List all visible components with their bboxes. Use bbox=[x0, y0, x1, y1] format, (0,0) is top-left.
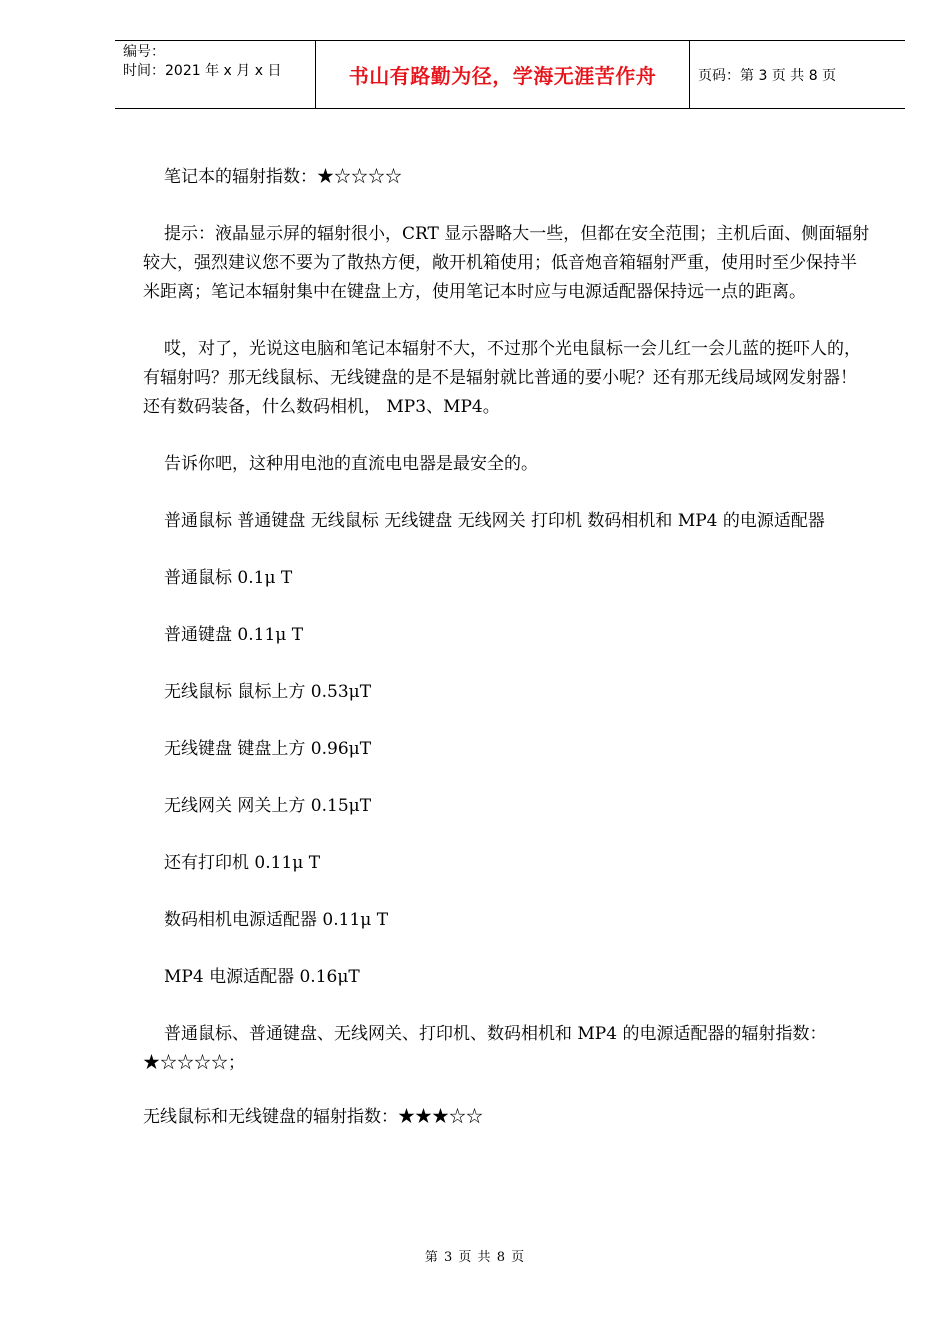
document-number: 编号： bbox=[123, 44, 165, 60]
header-meta bbox=[115, 41, 316, 108]
paragraph-laptop-rating: 笔记本的辐射指数：★☆☆☆☆ bbox=[164, 167, 402, 187]
paragraph-question: 哎，对了，光说这电脑和笔记本辐射不大，不过那个光电鼠标一会儿红一会儿蓝的挺吓人的，有辐射吗？那无线鼠标、无线键盘的是不是辐射就比普通的要小呢？还有那无线局域网发射器！还有数码装备，什么数码相机， MP3、MP4。 bbox=[143, 339, 861, 417]
paragraph-device-list: 普通鼠标 普通键盘 无线鼠标 无线键盘 无线网关 打印机 数码相机和 MP4 的电源适配器 bbox=[164, 511, 825, 531]
measurement-item: MP4 电源适配器 0.16μT bbox=[164, 967, 360, 987]
header-motto: 书山有路勤为径，学海无涯苦作舟 bbox=[316, 41, 690, 108]
measurement-item: 还有打印机 0.11μ T bbox=[164, 853, 321, 873]
page-footer bbox=[0, 1246, 950, 1265]
measurement-item: 无线键盘 键盘上方 0.96μT bbox=[164, 739, 372, 759]
header-page-info: 页码：第 3 页 共 8 页 bbox=[698, 67, 837, 84]
measurement-item: 普通鼠标 0.1μ T bbox=[164, 568, 293, 588]
measurement-item: 普通键盘 0.11μ T bbox=[164, 625, 304, 645]
header-table bbox=[115, 40, 905, 109]
footer-page-number: 第 3 页 共 8 页 bbox=[424, 1250, 526, 1265]
paragraph-summary-rating: 普通鼠标、普通键盘、无线网关、打印机、数码相机和 MP4 的电源适配器的辐射指数：★☆☆☆☆； bbox=[143, 1024, 827, 1073]
document-date: 时间：2021 年 x 月 x 日 bbox=[123, 63, 282, 79]
paragraph-wireless-rating: 无线鼠标和无线键盘的辐射指数：★★★☆☆ bbox=[143, 1107, 483, 1127]
measurement-item: 无线网关 网关上方 0.15μT bbox=[164, 796, 372, 816]
measurement-item: 数码相机电源适配器 0.11μ T bbox=[164, 910, 389, 930]
paragraph-answer: 告诉你吧，这种用电池的直流电电器是最安全的。 bbox=[164, 454, 538, 474]
document-body bbox=[143, 163, 873, 1132]
paragraph-tip: 提示：液晶显示屏的辐射很小，CRT 显示器略大一些，但都在安全范围；主机后面、侧面辐射较大，强烈建议您不要为了散热方便，敞开机箱使用；低音炮音箱辐射严重，使用时至少保持半米距离；笔记本辐射集中在键盘上方，使用笔记本时应与电源适配器保持远一点的距离。 bbox=[143, 224, 870, 302]
measurement-item: 无线鼠标 鼠标上方 0.53μT bbox=[164, 682, 372, 702]
